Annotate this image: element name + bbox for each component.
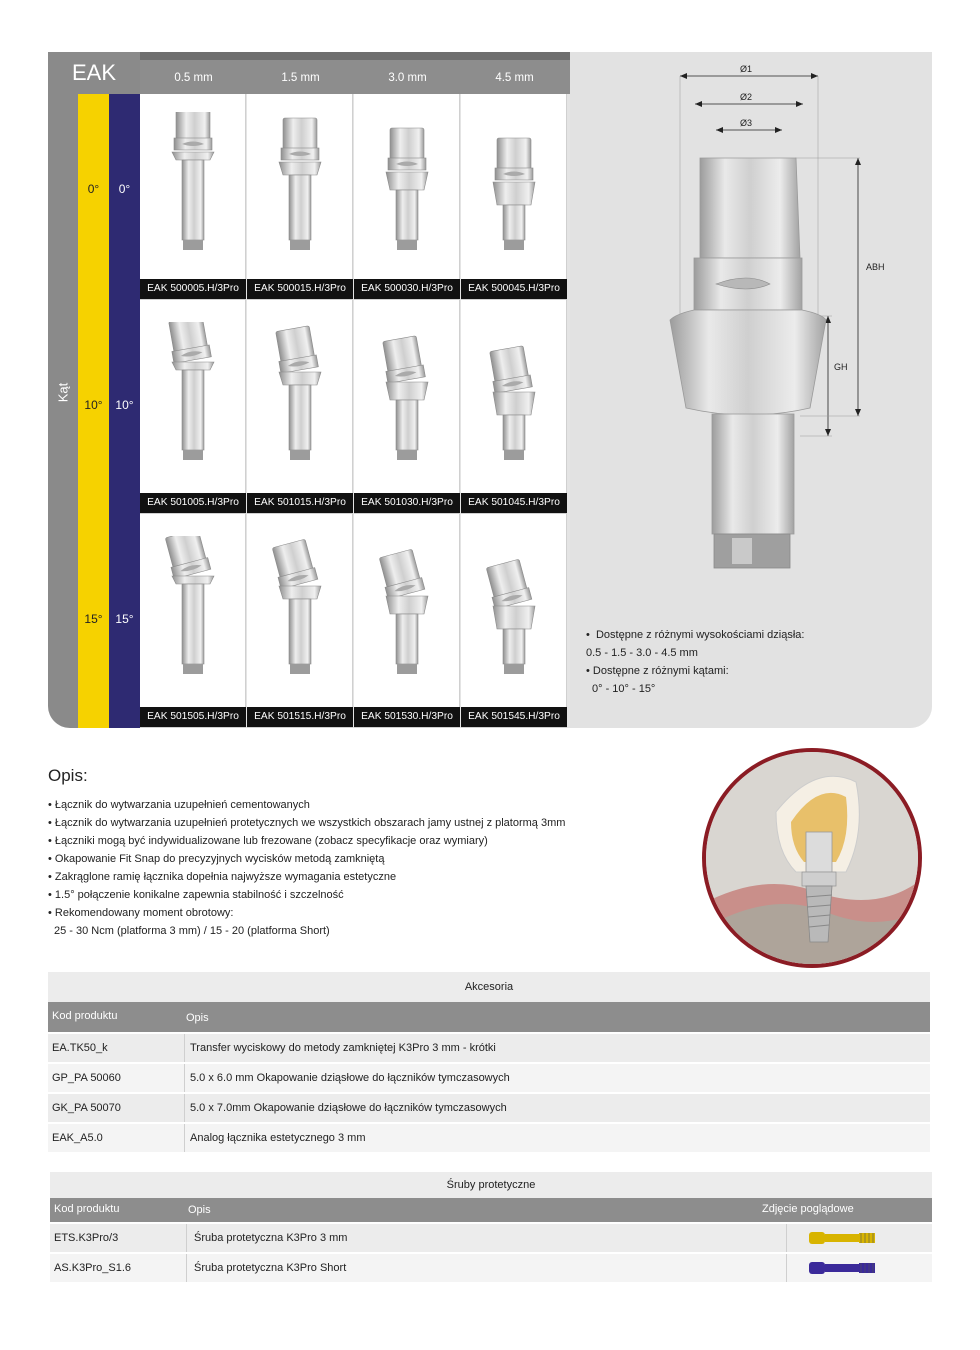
screws-header	[50, 1198, 932, 1222]
screw-icon	[809, 1229, 889, 1247]
accessories-title: Akcesoria	[48, 972, 930, 1002]
angle-row-2: 15°	[84, 612, 103, 626]
height-header	[140, 52, 570, 94]
description-item: • Okapowanie Fit Snap do precyzyjnych wycisków metodą zamkniętą	[48, 853, 385, 865]
description-item: • Zakrąglone ramię łącznika dopełnia najwyższe wymagania estetyczne	[48, 871, 397, 883]
availability-heights-values: 0.5 - 1.5 - 3.0 - 4.5 mm	[586, 647, 698, 659]
abutment-icon	[483, 536, 545, 696]
implant-cross-section-image	[706, 752, 918, 964]
product-cell	[140, 94, 246, 300]
abutment-icon	[162, 322, 224, 482]
accessory-code: EA.TK50_k	[48, 1034, 185, 1062]
abutment-icon	[162, 112, 224, 272]
angle-axis-label: Kąt	[55, 382, 71, 403]
screw-code: AS.K3Pro_S1.6	[50, 1254, 187, 1282]
product-code: EAK 501045.H/3Pro	[461, 493, 567, 513]
accessory-desc: 5.0 x 7.0mm Okapowanie dziąsłowe do łączników tymczasowych	[190, 1102, 507, 1114]
abutment-icon	[269, 536, 331, 696]
accessory-desc: Analog łącznika estetycznego 3 mm	[190, 1132, 366, 1144]
abutment-icon	[483, 322, 545, 482]
height-header-1: 1.5 mm	[281, 72, 320, 84]
product-code: EAK 500030.H/3Pro	[354, 279, 460, 299]
product-code: EAK 501030.H/3Pro	[354, 493, 460, 513]
description-torque: 25 - 30 Ncm (platforma 3 mm) / 15 - 20 (platforma Short)	[54, 925, 330, 937]
product-code: EAK 501505.H/3Pro	[140, 707, 246, 727]
product-cell	[140, 300, 246, 514]
accessories-header	[48, 1002, 930, 1032]
product-cell	[461, 514, 567, 728]
abutment-icon	[269, 322, 331, 482]
screw-row	[50, 1224, 932, 1252]
dim-d2: Ø2	[740, 92, 753, 102]
description-title: Opis:	[48, 766, 88, 785]
screw-desc: Śruba protetyczna K3Pro 3 mm	[194, 1232, 348, 1244]
product-cell	[247, 94, 353, 300]
product-code: EAK 500015.H/3Pro	[247, 279, 353, 299]
product-cell	[461, 94, 567, 300]
description-item: • Łącznik do wytwarzania uzupełnień protetycznych we wszystkich obszarach jamy ustnej z platormą 3mm	[48, 817, 566, 829]
product-code: EAK 500005.H/3Pro	[140, 279, 246, 299]
angle-row-0: 0°	[87, 182, 100, 196]
screws-col-code: Kod produktu	[54, 1203, 120, 1215]
screw-image-cell	[786, 1254, 933, 1282]
angle-row-0-b: 0°	[118, 182, 131, 196]
availability-angles-values: 0° - 10° - 15°	[592, 683, 656, 695]
screws-title: Śruby protetyczne	[50, 1172, 932, 1198]
accessory-code: GK_PA 50070	[48, 1094, 185, 1122]
accessory-row	[48, 1034, 930, 1064]
abutment-icon	[376, 112, 438, 272]
accessories-col-code: Kod produktu	[52, 1010, 118, 1022]
product-code: EAK 501005.H/3Pro	[140, 493, 246, 513]
dim-d3: Ø3	[740, 118, 753, 128]
accessory-desc: Transfer wyciskowy do metody zamkniętej K3Pro 3 mm - krótki	[190, 1042, 496, 1054]
accessory-code: GP_PA 50060	[48, 1064, 185, 1092]
accessories-col-desc: Opis	[186, 1012, 209, 1024]
accessory-row	[48, 1124, 930, 1154]
screw-icon	[809, 1259, 889, 1277]
product-cell	[354, 94, 460, 300]
angle-row-1: 10°	[84, 398, 103, 412]
product-code: EAK 501515.H/3Pro	[247, 707, 353, 727]
height-header-0: 0.5 mm	[174, 72, 213, 84]
screws-col-image: Zdjęcie poglądowe	[762, 1203, 854, 1215]
screw-image-cell	[786, 1224, 933, 1252]
description-item: • Łączniki mogą być indywidualizowane lub frezowane (zobacz specyfikacje oraz wymiary)	[48, 835, 488, 847]
accessory-desc: 5.0 x 6.0 mm Okapowanie dziąsłowe do łączników tymczasowych	[190, 1072, 510, 1084]
product-cell	[247, 514, 353, 728]
description-item: • Łącznik do wytwarzania uzupełnień cementowanych	[48, 799, 310, 811]
screws-col-desc: Opis	[188, 1204, 211, 1216]
angle-row-1-b: 10°	[115, 398, 134, 412]
abutment-icon	[162, 536, 224, 696]
height-header-2: 3.0 mm	[388, 72, 427, 84]
accessory-row	[48, 1064, 930, 1094]
availability-angles-title: • Dostępne z różnymi kątami:	[586, 665, 729, 677]
abutment-icon	[483, 112, 545, 272]
product-cell	[461, 300, 567, 514]
angle-axis	[48, 94, 78, 728]
implant-illustration	[702, 748, 922, 968]
dim-gh: GH	[834, 362, 848, 372]
description-list	[48, 796, 688, 940]
description-item: • 1.5° połączenie konikalne zapewnia stabilność i szczelność	[48, 889, 344, 901]
description-item: • Rekomendowany moment obrotowy:	[48, 907, 234, 919]
availability-notes	[586, 626, 886, 698]
dim-abh: ABH	[866, 262, 885, 272]
system-label: EAK	[48, 52, 140, 94]
accessory-row	[48, 1094, 930, 1124]
product-code: EAK 501545.H/3Pro	[461, 707, 567, 727]
availability-heights-title: • Dostępne z różnymi wysokościami dziąsła:	[586, 629, 805, 641]
screw-row	[50, 1254, 932, 1282]
product-code: EAK 501015.H/3Pro	[247, 493, 353, 513]
height-header-3: 4.5 mm	[495, 72, 534, 84]
screw-desc: Śruba protetyczna K3Pro Short	[194, 1262, 347, 1274]
accessory-code: EAK_A5.0	[48, 1124, 185, 1152]
product-code: EAK 501530.H/3Pro	[354, 707, 460, 727]
product-cell	[140, 514, 246, 728]
screw-code: ETS.K3Pro/3	[50, 1224, 187, 1252]
abutment-icon	[269, 112, 331, 272]
header-divider	[140, 52, 570, 60]
abutment-drawing	[620, 58, 920, 578]
dim-d1: Ø1	[740, 64, 753, 74]
product-cell	[247, 300, 353, 514]
product-code: EAK 500045.H/3Pro	[461, 279, 567, 299]
product-cell	[354, 514, 460, 728]
abutment-icon	[376, 322, 438, 482]
abutment-icon	[376, 536, 438, 696]
product-cell	[354, 300, 460, 514]
angle-row-2-b: 15°	[115, 612, 134, 626]
